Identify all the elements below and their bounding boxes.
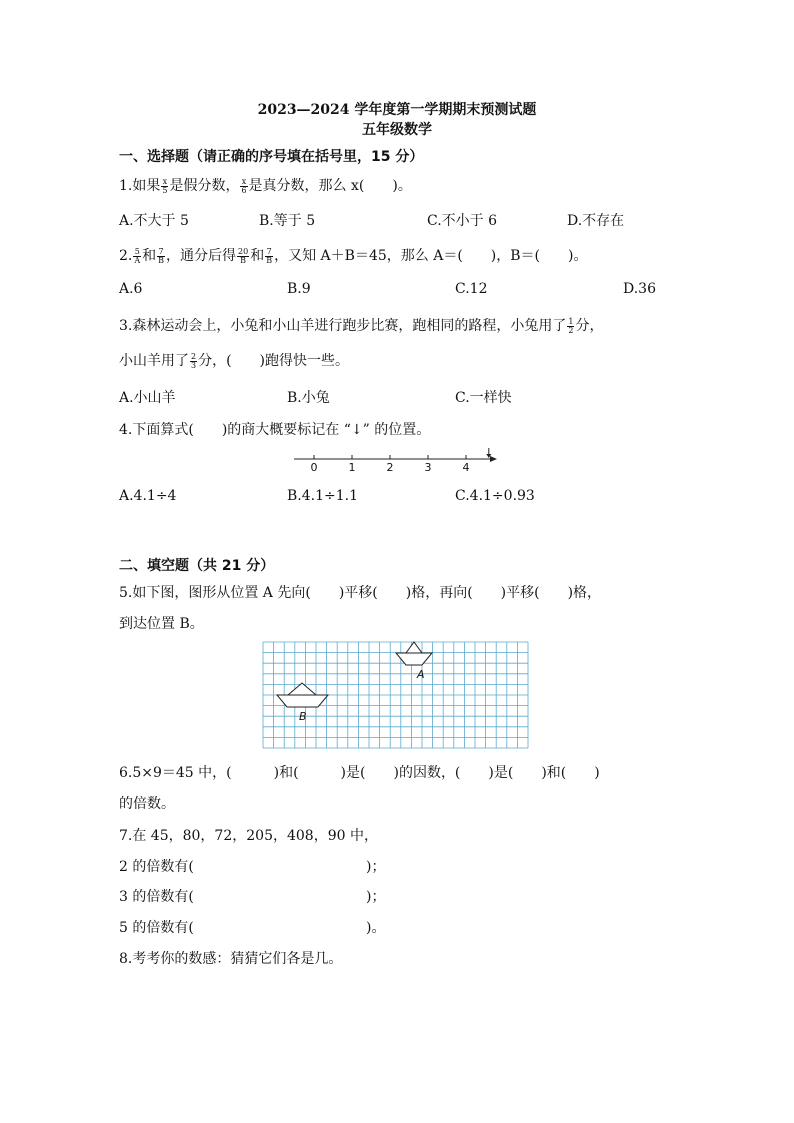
multiples-of-5-label: 5 的倍数有( [119, 920, 194, 936]
fraction: $\frac{1}{2}$ [568, 316, 574, 335]
number-line-tick-label: 4 [462, 461, 470, 474]
q1-option-b: B.等于 5 [259, 213, 316, 229]
boat-shape-a [396, 642, 432, 665]
number-line-arrowhead [490, 456, 497, 462]
multiples-of-2-label: 2 的倍数有( [119, 859, 194, 875]
boat-shape-b [277, 683, 328, 707]
q4-option-a: A.4.1÷4 [119, 488, 177, 504]
q3-option-b: B.小兔 [287, 390, 330, 406]
q3-option-a: A.小山羊 [119, 390, 176, 406]
number-line-ticks [311, 455, 470, 474]
multiples-of-2-end: )； [366, 859, 386, 875]
q1-option-c: C.不小于 6 [427, 213, 498, 229]
question-4: 4.下面算式( )的商大概要标记在 “↓” 的位置。 [119, 422, 431, 438]
question-2: 2. $\frac{5}{A}$ 和 $\frac{7}{B}$ ，通分后得 $\frac{20}{B}$ 和 $\frac{7}{B}$ ，又知 A＋B＝45，那么 A＝( )，B＝( )。 [119, 246, 588, 265]
label-b: B [299, 710, 307, 723]
multiples-of-3-label: 3 的倍数有( [119, 889, 194, 905]
fraction: $\frac{2}{3}$ [191, 351, 197, 370]
q4-option-b: B.4.1÷1.1 [287, 488, 358, 504]
number-line-tick-label: 3 [424, 461, 432, 474]
fraction: $\frac{x}{5}$ [162, 176, 168, 195]
number-line [290, 448, 505, 478]
label-a: A [417, 668, 425, 681]
multiples-of-5-end: )。 [366, 920, 386, 936]
multiples-of-3-end: )； [366, 889, 386, 905]
q2-option-c: C.12 [455, 281, 488, 297]
q3-option-c: C.一样快 [455, 390, 512, 406]
question-3-line-2: 小山羊用了 $\frac{2}{3}$ 分，( )跑得快一些。 [119, 351, 350, 370]
number-line-tick-label: 1 [348, 461, 356, 474]
question-1: 1.如果 $\frac{x}{5}$ 是假分数， $\frac{x}{6}$ 是真分数，那么 x( )。 [119, 176, 412, 195]
section-heading-choice: 一、选择题（请正确的序号填在括号里，15 分） [119, 149, 424, 165]
q2-option-d: D.36 [623, 281, 656, 297]
page-title: 2023—2024 学年度第一学期期末预测试题 [257, 102, 537, 118]
fraction: $\frac{5}{A}$ [134, 246, 141, 265]
q1-option-d: D.不存在 [567, 213, 625, 229]
number-line-tick-label: 2 [386, 461, 394, 474]
question-6-line-2: 的倍数。 [119, 796, 175, 812]
fraction: $\frac{20}{B}$ [238, 246, 249, 265]
question-7-intro: 7.在 45，80，72，205，408，90 中， [119, 828, 378, 844]
number-line-tick-label: 0 [310, 461, 318, 474]
q1-option-a: A.不大于 5 [119, 213, 189, 229]
question-6-line-1: 6.5×9＝45 中，( )和( )是( )的因数，( )是( )和( ) [119, 765, 600, 781]
fraction: $\frac{x}{6}$ [241, 176, 247, 195]
question-8: 8.考考你的数感：猜猜它们各是几。 [119, 951, 343, 967]
q2-option-a: A.6 [119, 281, 143, 297]
section-heading-fill: 二、填空题（共 21 分） [119, 558, 275, 574]
grid-figure [262, 641, 530, 749]
fraction: $\frac{7}{B}$ [266, 246, 273, 265]
question-5-line-2: 到达位置 B。 [119, 616, 204, 632]
q2-option-b: B.9 [287, 281, 311, 297]
fraction: $\frac{7}{B}$ [158, 246, 165, 265]
page-subtitle: 五年级数学 [362, 122, 432, 138]
question-3-line-1: 3.森林运动会上，小兔和小山羊进行跑步比赛，跑相同的路程，小兔用了 $\frac{1}{2}$ 分， [119, 316, 604, 335]
question-5-line-1: 5.如下图，图形从位置 A 先向( )平移( )格，再向( )平移( )格， [119, 585, 602, 601]
q4-option-c: C.4.1÷0.93 [455, 488, 535, 504]
